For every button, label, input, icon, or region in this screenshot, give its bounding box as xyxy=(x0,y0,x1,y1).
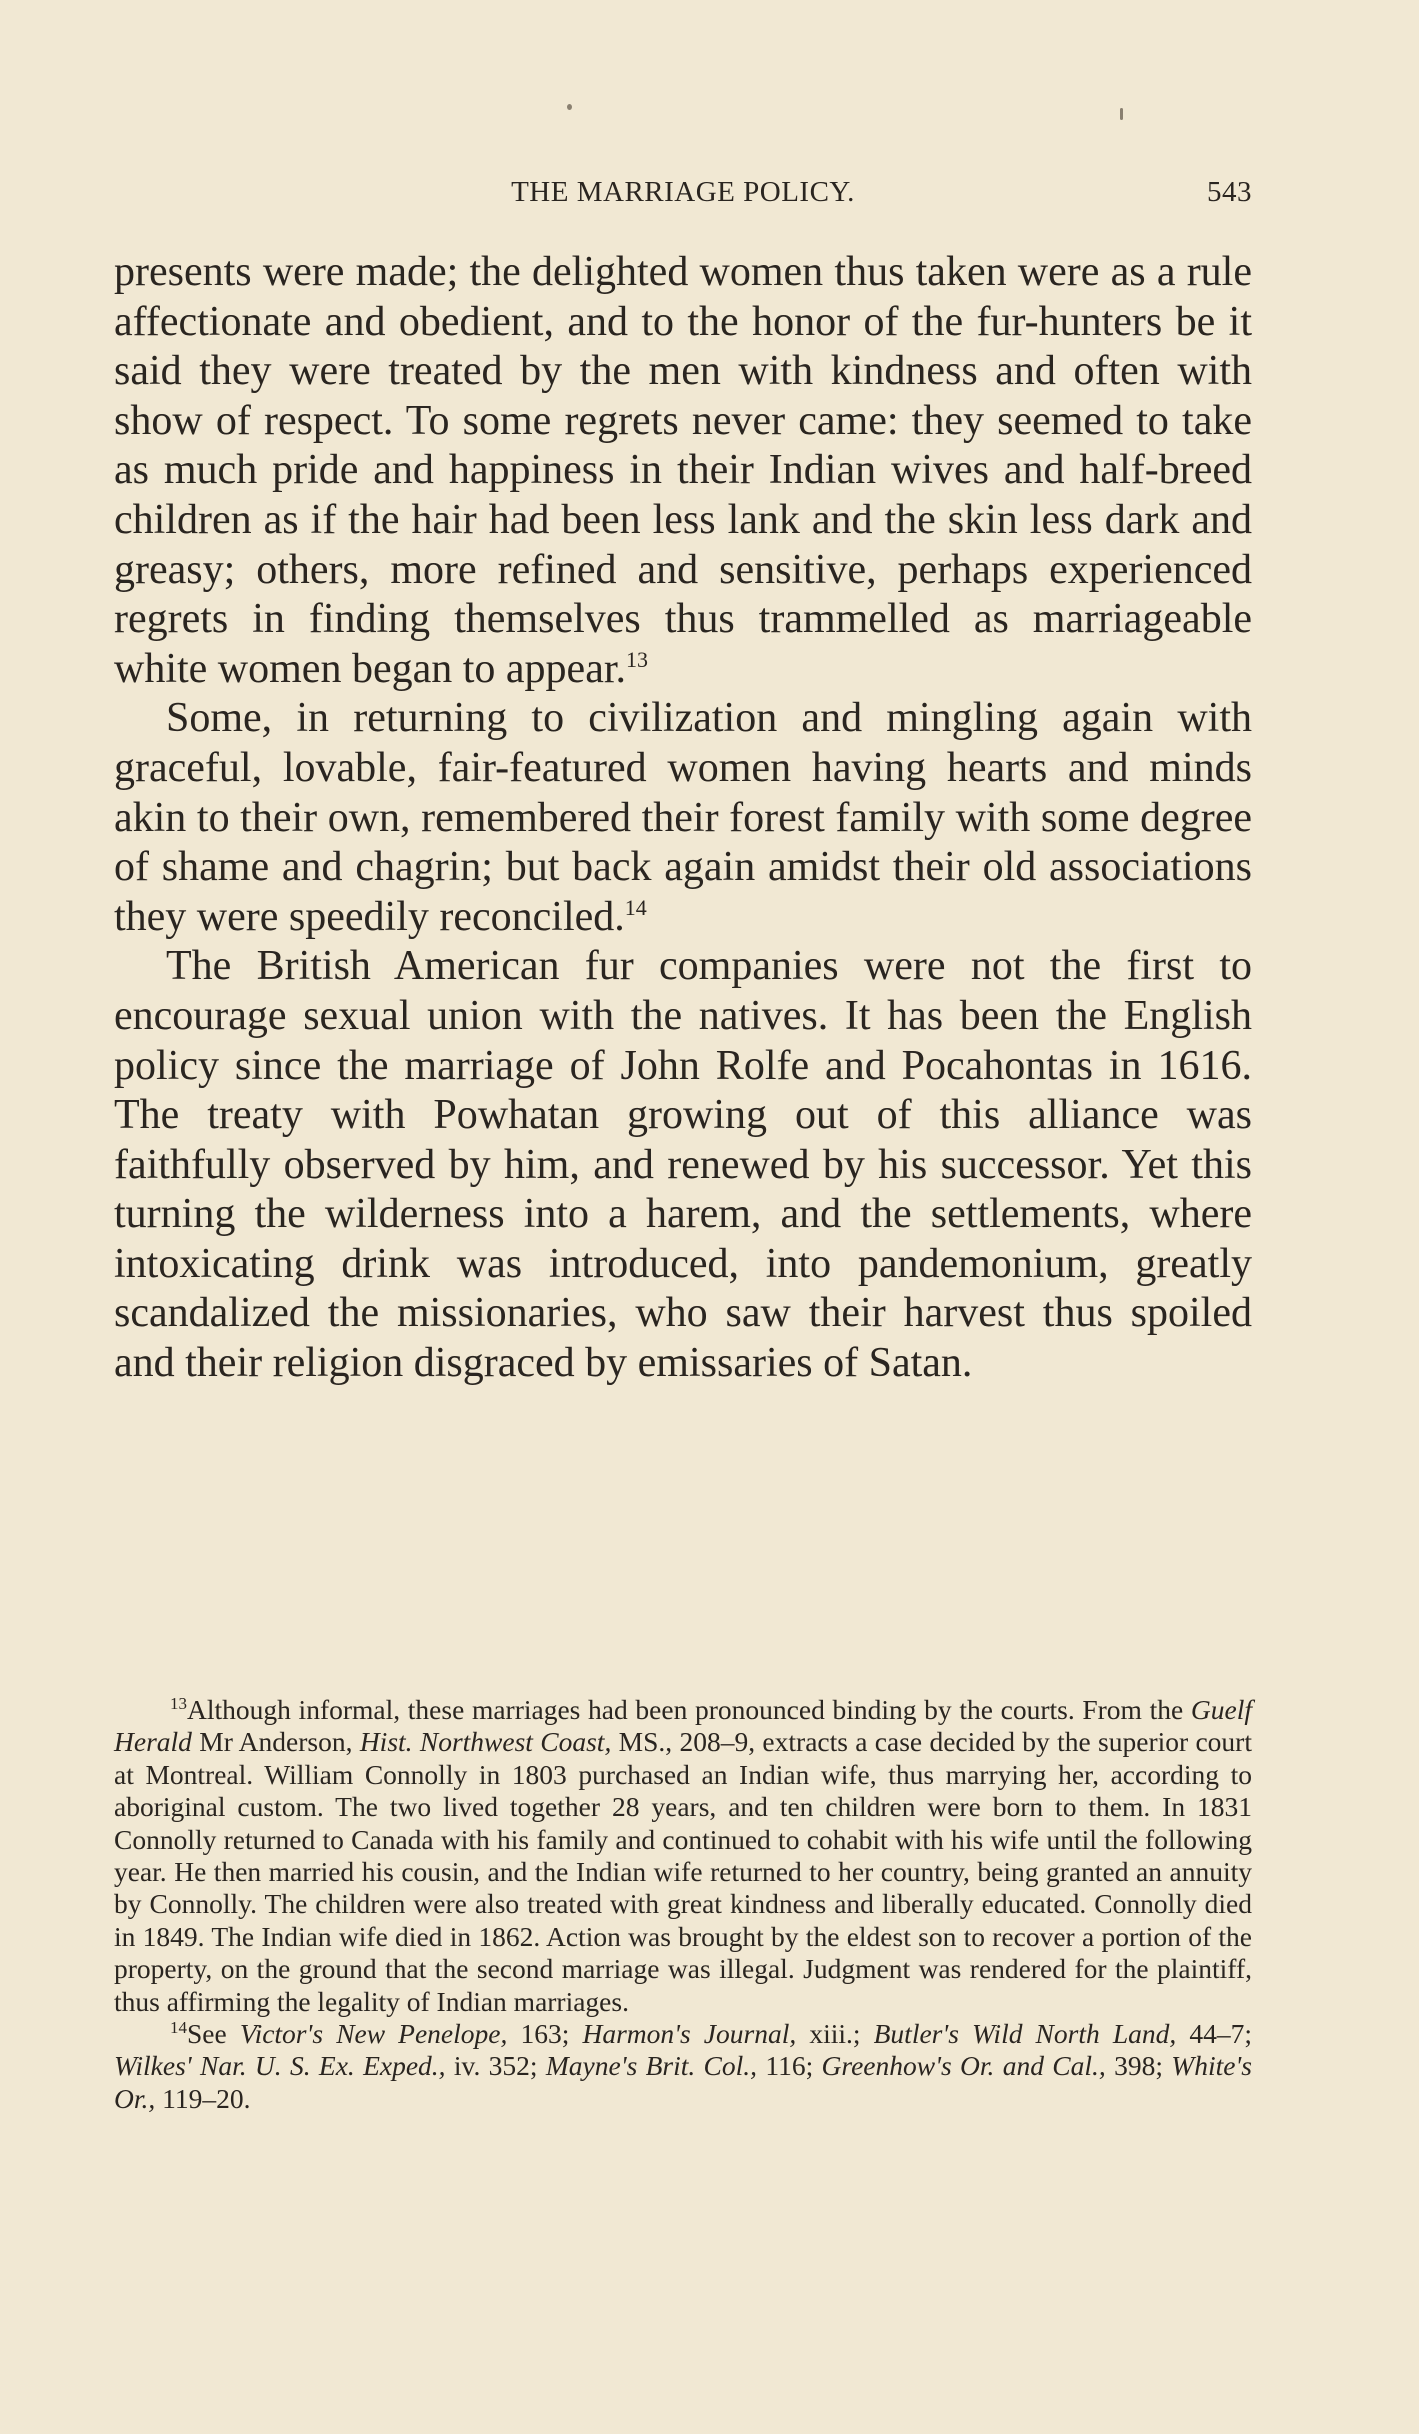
footnote-13-mark: 13 xyxy=(170,1693,187,1713)
footnote-14-text-d: 44–7; xyxy=(1176,2018,1253,2050)
main-text xyxy=(114,248,1252,1389)
footnote-14-source-a: Victor's New Penelope, xyxy=(239,2018,508,2050)
paragraph-1 xyxy=(114,248,1252,694)
footnote-14 xyxy=(114,2018,1252,2115)
footnote-13-source-b: Hist. Northwest Coast, xyxy=(359,1726,612,1758)
paragraph-1-text: presents were made; the delighted women thus taken were as a rule affectionate and obedient, and to the honor of the fur-hunters be it said they were treated by the men with kindness and often with show of respect. To some regrets never came: they seemed to take as much pride and happiness in their Indian wives and half-breed children as if the hair had been less lank and the skin less dark and greasy; others, more refined and sensitive, perhaps experienced regrets in finding themselves thus trammelled as marriageable white women began to appear. xyxy=(114,249,1252,692)
footnote-ref-13: 13 xyxy=(626,646,648,672)
footnote-14-source-g: White's Or., xyxy=(114,2050,1253,2114)
footnote-13-text-c: MS., 208–9, extracts a case decided by the superior court at Montreal. William Connolly in 1803 purchased an Indian wife, thus marrying her, according to aboriginal custom. The two lived together 28 years, and ten children were born to them. In 1831 Connolly returned to Canada with his family and continued to cohabit with his wife until the following year. He then married his cousin, and the Indian wife returned to her country, being granted an annuity by Connolly. The children were also treated with great kindness and liberally educated. Connolly died in 1849. The Indian wife died in 1862. Action was brought by the eldest son to recover a portion of the property, on the ground that the second marriage was illegal. Judgment was rendered for the plaintiff, thus affirming the legality of Indian marriages. xyxy=(114,1726,1252,2017)
paragraph-2 xyxy=(114,694,1252,942)
footnote-14-source-c: Butler's Wild North Land, xyxy=(873,2018,1177,2050)
running-title: THE MARRIAGE POLICY. xyxy=(511,176,855,208)
footnote-13-text-b: Mr Anderson, xyxy=(191,1726,360,1758)
paragraph-3 xyxy=(114,942,1252,1388)
footnote-14-text-h: 119–20. xyxy=(155,2082,251,2114)
ink-speck xyxy=(1120,108,1123,120)
footnote-14-text-a: See xyxy=(187,2018,240,2050)
paragraph-2-text: Some, in returning to civilization and mingling again with graceful, lovable, fair-featured women having hearts and minds akin to their own, remembered their forest family with some degree of shame and chagrin; but back again amidst their old associations they were speedily reconciled. xyxy=(114,695,1252,940)
footnote-14-source-f: Greenhow's Or. and Cal., xyxy=(821,2050,1106,2082)
running-header xyxy=(114,176,1252,216)
paragraph-3-text: The British American fur companies were not the first to encourage sexual union with the natives. It has been the English policy since the marriage of John Rolfe and Pocahontas in 1616. The treaty with Powhatan growing out of this alliance was faithfully observed by him, and renewed by his successor. Yet this turning the wilderness into a harem, and the settlements, where intoxicating drink was introduced, into pandemonium, greatly scandalized the missionaries, who saw their harvest thus spoiled and their religion disgraced by emissaries of Satan. xyxy=(114,943,1252,1387)
footnotes xyxy=(114,1694,1252,2115)
footnote-14-text-b: 163; xyxy=(507,2018,583,2050)
footnote-14-text-e: iv. 352; xyxy=(445,2050,546,2082)
footnote-14-source-e: Mayne's Brit. Col., xyxy=(545,2050,758,2082)
footnote-14-text-g: 398; xyxy=(1105,2050,1172,2082)
footnote-14-text-c: xiii.; xyxy=(796,2018,874,2050)
ink-speck xyxy=(567,104,572,110)
footnote-13-text-a: Although informal, these marriages had been pronounced binding by the courts. From the xyxy=(187,1694,1191,1725)
footnote-14-source-b: Harmon's Journal, xyxy=(582,2018,797,2050)
footnote-14-text-f: 116; xyxy=(757,2050,822,2082)
footnote-14-source-d: Wilkes' Nar. U. S. Ex. Exped., xyxy=(114,2050,446,2082)
footnote-14-mark: 14 xyxy=(170,2017,187,2037)
footnote-ref-14: 14 xyxy=(624,894,647,920)
footnote-13 xyxy=(114,1694,1252,2018)
page-number: 543 xyxy=(1207,176,1252,208)
footnote-13-source-a: Guelf Herald xyxy=(114,1694,1252,1758)
